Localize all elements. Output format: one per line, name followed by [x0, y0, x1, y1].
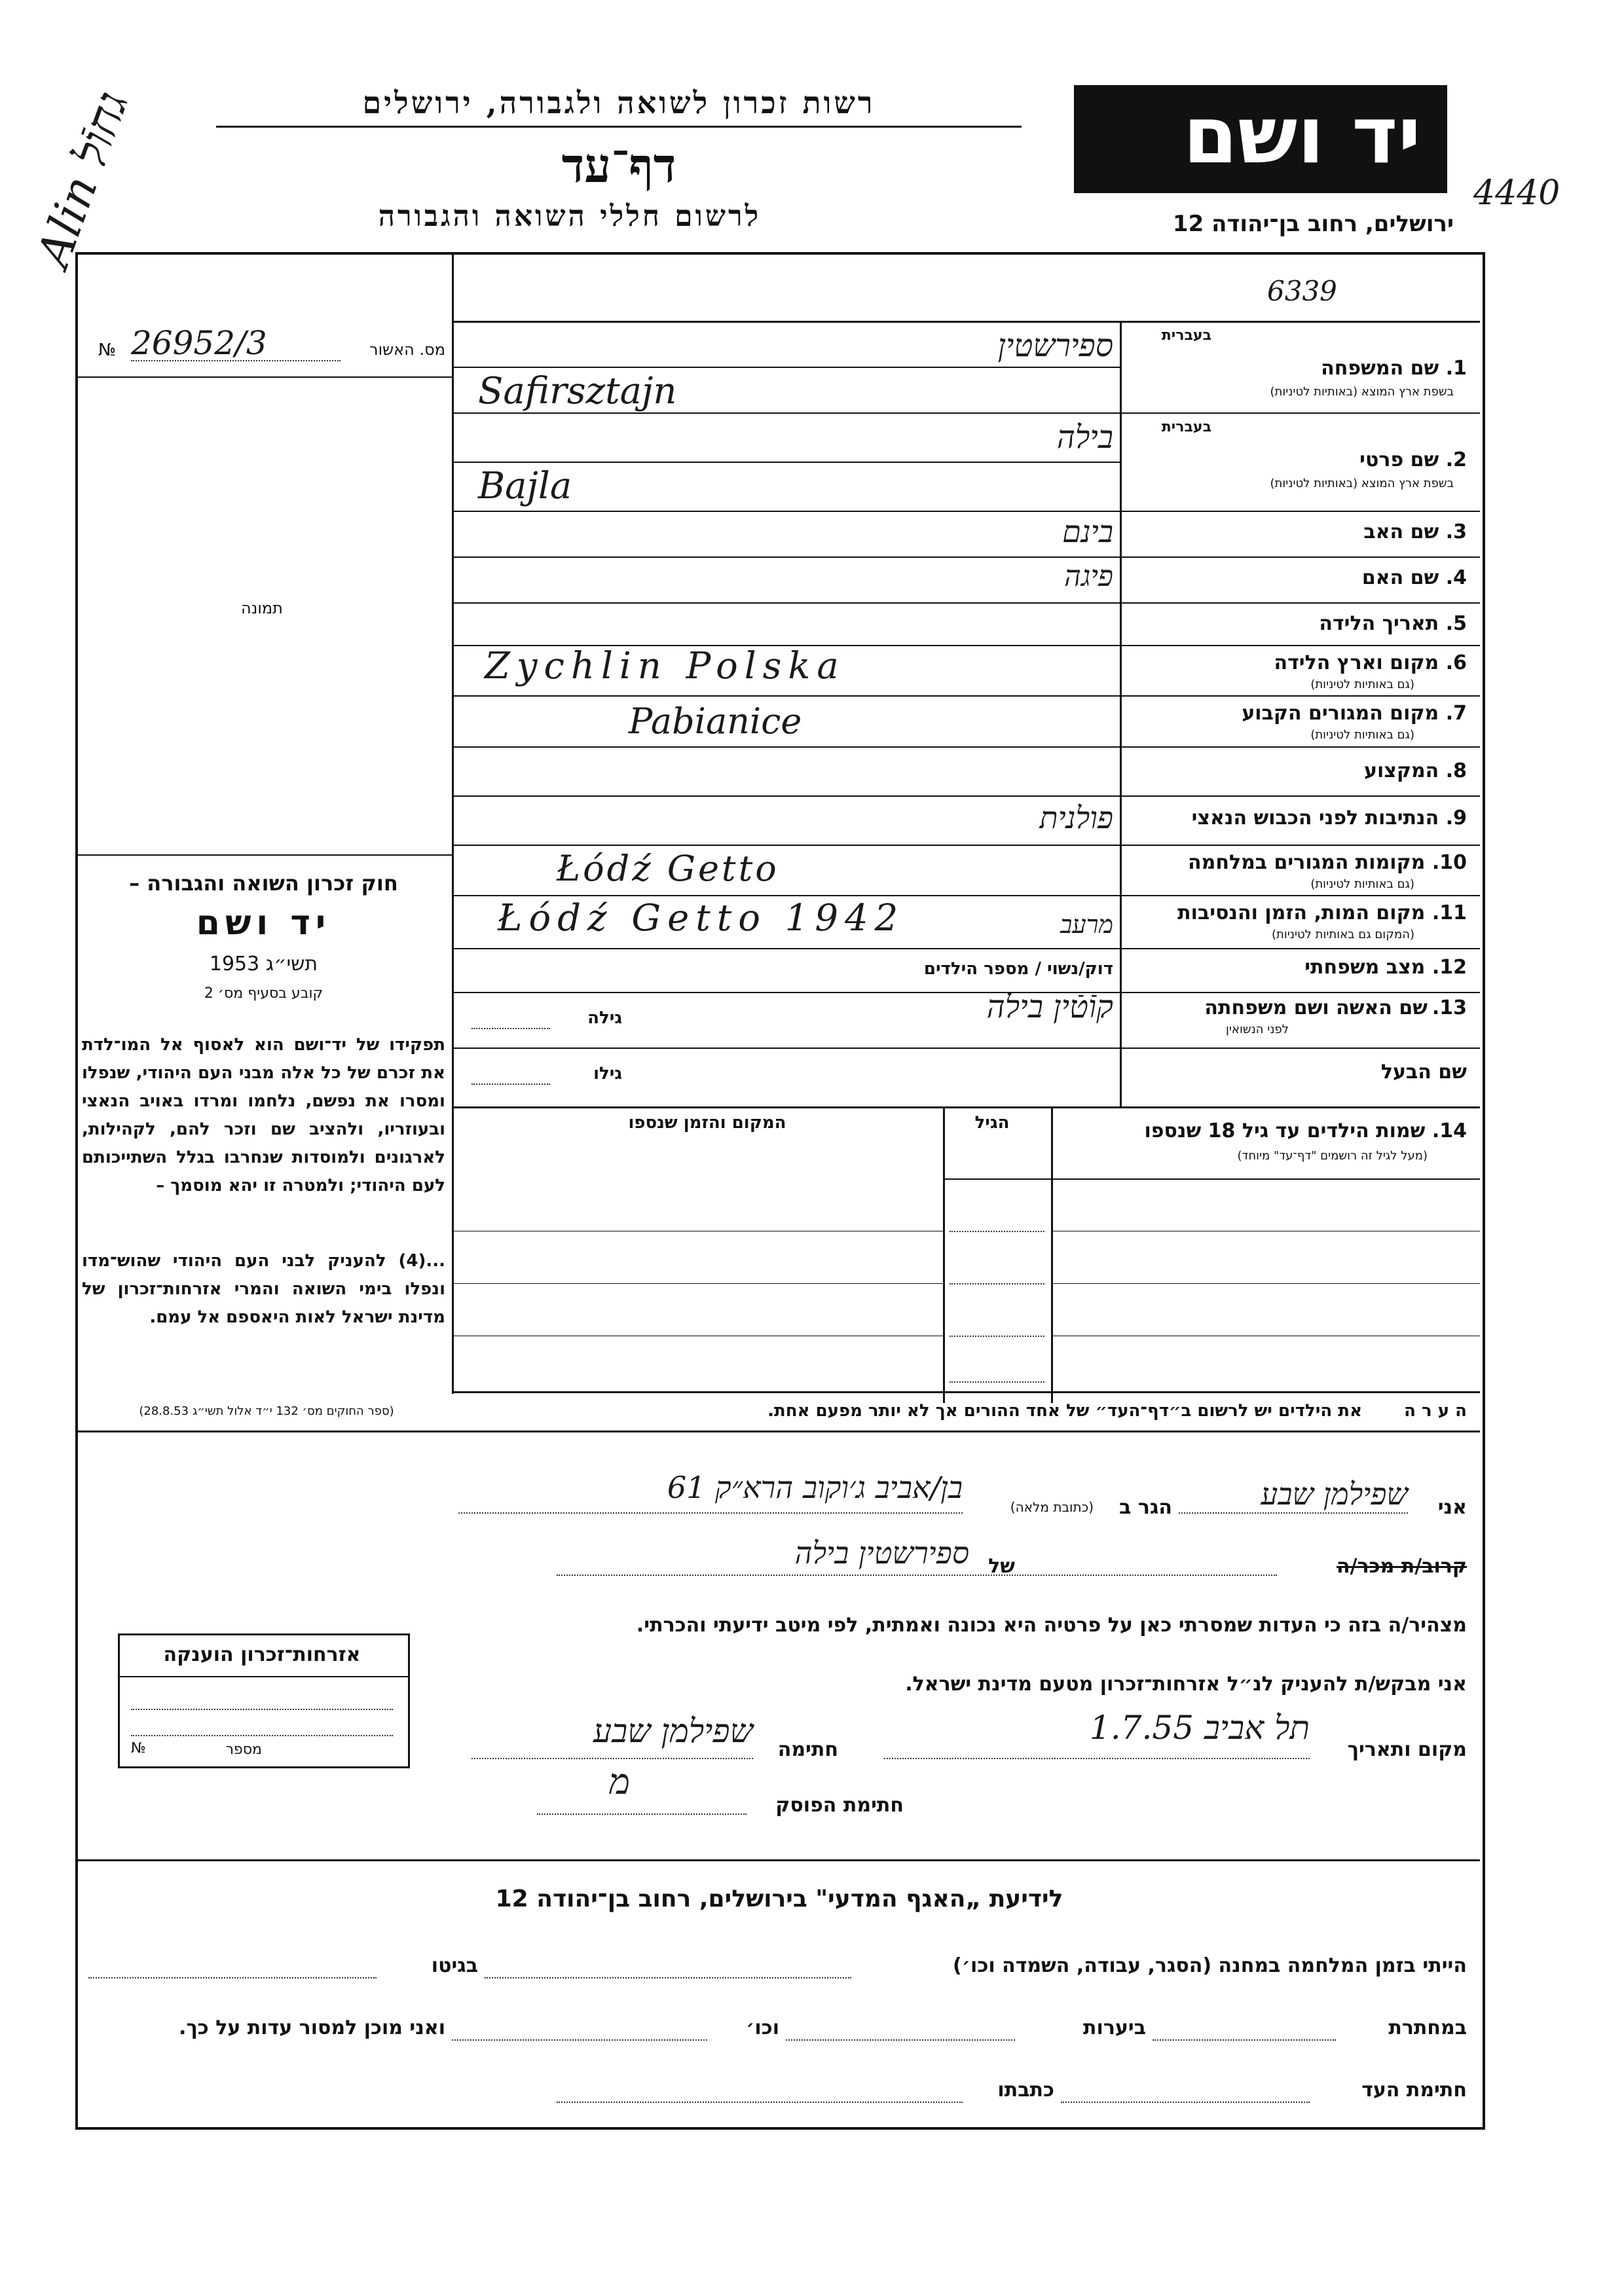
law-year: תשי״ג 1953	[209, 953, 318, 975]
field-11-value: Łódź Getto 1942	[498, 897, 905, 939]
note-text: את הילדים יש לרשום ב״דף־העד״ של אחד ההורים אך לא יותר מפעם אחת.	[767, 1401, 1362, 1421]
signature-value: שפילמן שבע	[593, 1712, 753, 1750]
relation-value: ספירשטין בילה	[794, 1535, 969, 1571]
margin-handwriting: Alin גחוֿל	[26, 84, 139, 274]
declarant-name: שפילמן שבע	[1261, 1476, 1408, 1512]
children-place-header: המקום והזמן שנספו	[628, 1113, 786, 1133]
footer-underground-label: במחתרת	[1388, 2016, 1467, 2039]
field-4-label: 4. שם האם	[1361, 566, 1467, 589]
law-clause: קובע בסעיף מס׳ 2	[204, 985, 323, 1002]
field-6-sub: (גם באותיות לטיניות)	[1310, 678, 1414, 691]
field-3-value: בינם	[1062, 514, 1113, 549]
children-label: 14. שמות הילדים עד גיל 18 שנספו	[1144, 1120, 1467, 1142]
field-7-value: Pabianice	[629, 701, 802, 742]
margin-number: 4440	[1473, 173, 1560, 213]
field-11-label: 11. מקום המות, הזמן והנסיבות	[1177, 902, 1467, 924]
header-rule	[216, 126, 1022, 128]
field-1-sub: בשפת ארץ המוצא (באותיות לטיניות)	[1270, 385, 1454, 399]
form-title: דף־עד	[561, 137, 676, 193]
field-11-circumstance: מרעב	[1060, 910, 1113, 939]
authority-name: רשות זכרון לשואה ולגבורה, ירושלים	[362, 85, 876, 120]
footer-title: לידיעת „האגף המדעי" בירושלים, רחוב בן־יהודה 12	[495, 1886, 1063, 1912]
form-subtitle: לרשום חללי השואה והגבורה	[378, 200, 762, 233]
children-age-header: הגיל	[974, 1113, 1010, 1133]
approval-symbol: №	[98, 340, 117, 360]
field-9-value: פולנית	[1039, 800, 1113, 835]
field-13-num: 13.	[1431, 996, 1467, 1019]
field-13-wife-age-label: גילה	[587, 1008, 622, 1028]
note-label: ה ע ר ה	[1404, 1401, 1467, 1421]
field-2-sub: בשפת ארץ המוצא (באותיות לטיניות)	[1270, 477, 1454, 490]
field-2-latin-value: Bajla	[478, 465, 572, 507]
officer-signature: מ	[609, 1761, 631, 1802]
field-10-label: 10. מקומות המגורים במלחמה	[1188, 851, 1467, 874]
children-sub: (מעל לגיל זה רושמים "דף־עד" מיוחד)	[1237, 1149, 1428, 1163]
field-12-label: 12. מצב משפחתי	[1304, 956, 1467, 979]
citizenship-number-symbol: №	[131, 1740, 146, 1757]
place-date-label: מקום ותאריך	[1347, 1738, 1467, 1761]
field-10-sub: (גם באותיות לטיניות)	[1310, 877, 1414, 891]
law-title: חוק זכרון השואה והגבורה –	[129, 871, 398, 896]
photo-label: תמונה	[241, 599, 283, 617]
field-1-label: 1. שם המשפחה	[1321, 357, 1467, 380]
footer-forests-label: ביערות	[1083, 2016, 1146, 2039]
field-2-lang-hint: בעברית	[1161, 419, 1211, 435]
field-13-sub: לפני הנשואין	[1225, 1023, 1289, 1036]
declaration-ani: אני	[1437, 1496, 1467, 1519]
approval-label: מס. האשור	[369, 340, 445, 359]
of-label: של	[988, 1555, 1015, 1578]
law-footnote: (ספר החוקים מס׳ 132 י״ד אלול תשי״ג 28.8.53)	[139, 1404, 394, 1418]
address: ירושלים, רחוב בן־יהודה 12	[1172, 211, 1454, 237]
footer-testimony-label: ואני מוכן למסור עדות על כך.	[179, 2016, 445, 2039]
field-6-value: Zychlin Polska	[485, 645, 845, 687]
field-11-sub: (המקום גם באותיות לטיניות)	[1271, 928, 1414, 941]
field-7-sub: (גם באותיות לטיניות)	[1310, 728, 1414, 742]
footer-witness-sign-label: חתימת העד	[1361, 2079, 1467, 2102]
declaration-request: אני מבקש/ת להעניק לנ״ל אזרחות־זכרון מטעם מדינת ישראל.	[905, 1673, 1467, 1696]
approval-number: 26952/3	[131, 324, 267, 362]
husband-name-label: שם הבעל	[1380, 1061, 1467, 1084]
field-4-value: פיגה	[1064, 560, 1113, 593]
field-7-label: 7. מקום המגורים הקבוע	[1242, 702, 1467, 725]
field-13-value: קוֿטֿין בילה	[986, 989, 1113, 1025]
field-3-label: 3. שם האב	[1363, 520, 1467, 543]
field-2-label: 2. שם פרטי	[1359, 448, 1467, 471]
field-2-hebrew-value: בילה	[1056, 419, 1113, 456]
law-text-2: ...(4) להעניק לבני העם היהודי שהוש־מדו ונפלו בימי השואה והמרי אזרחות־זכרון של מדינת ישראל לאות היאספם אל עמם.	[82, 1251, 445, 1327]
field-10-value: Łódź Getto	[557, 848, 779, 889]
footer-camp-label: הייתי בזמן המלחמה במחנה (הסגר, עבודה, השמדה וכו׳)	[953, 1954, 1467, 1977]
field-1-lang-hint: בעברית	[1161, 327, 1211, 344]
officer-label: חתימת הפוסק	[775, 1794, 904, 1817]
field-1-hebrew-value: ספירשטין	[997, 327, 1113, 364]
citizenship-title: אזרחות־זכרון הוענקה	[163, 1643, 361, 1666]
field-9-label: 9. הנתיבות לפני הכבוש הנאצי	[1191, 807, 1467, 829]
field-12-value: דוק/נשוי / מספר הילדים	[923, 959, 1113, 979]
law-logo: יד ושם	[196, 903, 331, 943]
husband-age-label: גילו	[593, 1064, 622, 1084]
field-13-label: שם האשה ושם משפחתה	[1204, 996, 1428, 1019]
law-text: תפקידו של יד־ושם הוא לאסוף אל המו־לדת את זכרם של כל אלה מבני העם היהודי, שנפלו ומסרו את נפשם, נלחמו ומרדו באויב הנאצי ובעוזריו, ולהציב שם וזכר להם, לקהילות, לארגונים ולמוסדות שנחרבו בגלל השתייכותם לעם היהודי; ולמטרה זו יהא מוסמך –	[82, 1035, 445, 1195]
footer-etc-label: וכו׳	[746, 2016, 779, 2039]
declaration-statement: מצהיר/ה בזה כי העדות שמסרתי כאן על פרטיה היא נכונה ואמתית, לפי מיטב ידיעתי והכרתי.	[636, 1614, 1467, 1637]
footer-ghetto-label: בגיטו	[431, 1954, 478, 1977]
relation-label: קרוב/ת מכר/ה	[1337, 1555, 1467, 1578]
field-5-label: 5. תאריך הלידה	[1319, 612, 1467, 635]
yad-vashem-logo: יד ושם	[1074, 85, 1447, 193]
citizenship-number-label: מספר	[225, 1741, 262, 1758]
field-6-label: 6. מקום וארץ הלידה	[1274, 651, 1467, 674]
corner-number: 6339	[1267, 275, 1337, 307]
field-8-label: 8. המקצוע	[1363, 759, 1467, 782]
resides-label: הגר ב	[1119, 1496, 1172, 1519]
place-date-value: תל אביב 1.7.55	[1089, 1709, 1310, 1747]
footer-address-label: כתבתו	[997, 2079, 1054, 2102]
address-note: (כתובת מלאה)	[1010, 1499, 1094, 1515]
signature-label: חתימה	[777, 1738, 838, 1761]
field-1-latin-value: Safirsztajn	[478, 370, 677, 412]
declarant-address: בן/אביב ג׳וקוב הרא״ק 61	[667, 1470, 963, 1505]
